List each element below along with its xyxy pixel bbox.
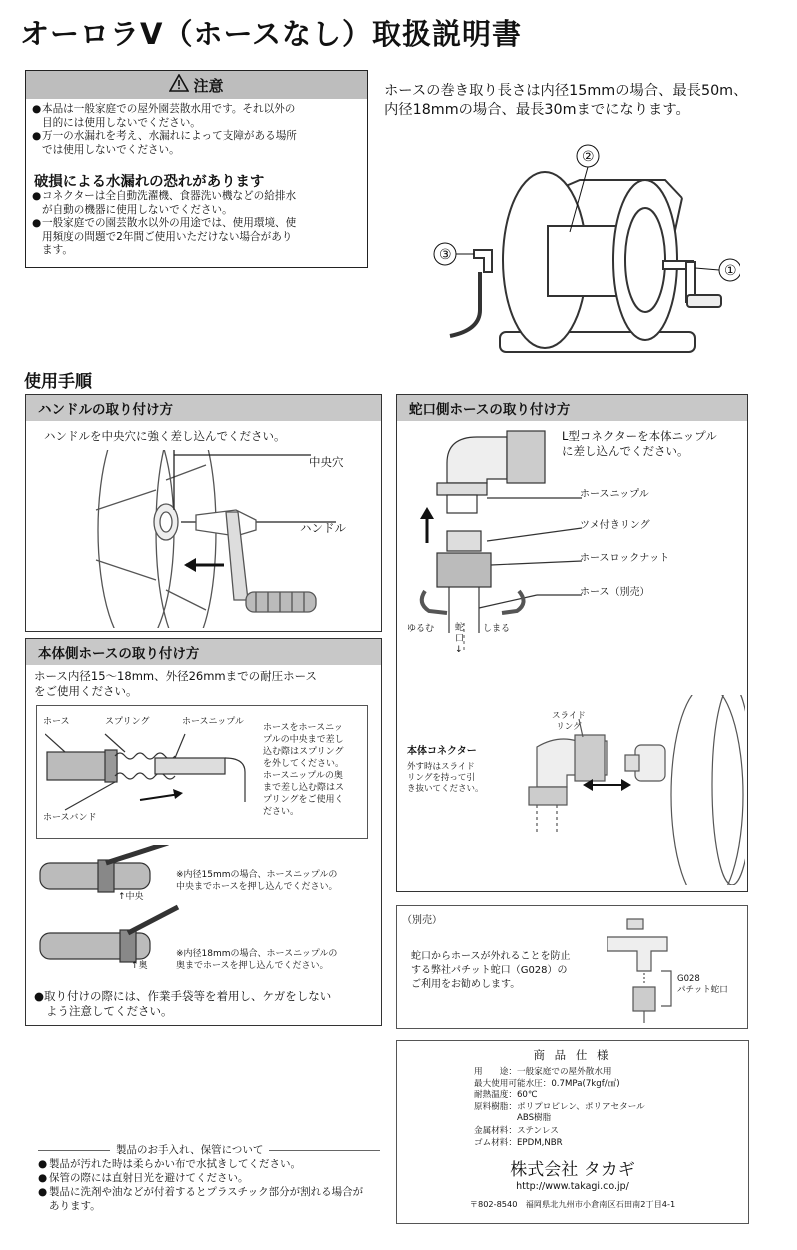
g028-name: パチット蛇口 [677, 985, 728, 995]
faucet-text-2: に差し込んでください。 [562, 444, 689, 458]
faucet-hose-panel-title: 蛇口側ホースの取り付け方 [397, 395, 747, 421]
caution-item-1b: 目的には使用しないでください。 [42, 116, 201, 129]
caution-heading: 注意 [193, 76, 224, 95]
label-spring: スプリング [105, 717, 150, 727]
caution-sub-1b: が自動の機器に使用しないでください。 [42, 203, 233, 216]
note-18-line-1: ※内径18mmの場合、ホースニップルの [176, 949, 338, 959]
page-title: オーロラV（ホースなし）取扱説明書 [20, 17, 522, 51]
label-band: ホースバンド [43, 813, 97, 823]
spring-diagram [45, 732, 255, 812]
loosen-arrow-icon [422, 591, 447, 613]
hose-note-line-2: 内径18mmの場合、最長30mまでになります。 [384, 102, 690, 118]
sold-text-2: する弊社パチット蛇口（G028）の [411, 965, 568, 976]
spec-heading: 商 品 仕 様 [533, 1048, 612, 1062]
handle-panel-title: ハンドルの取り付け方 [26, 395, 381, 421]
caution-sub-2a: 一般家庭での園芸散水以外の用途では、使用環境、使 [42, 217, 297, 229]
body-hose-panel [25, 638, 382, 1026]
body-hose-text-1: ホース内径15～18mm、外径26mmまでの耐圧ホース [34, 669, 318, 683]
caution-sub-2b: 用頻度の問題で2年間ご使用いただけない場合があり [42, 230, 293, 243]
section-title: 使用手順 [24, 372, 92, 392]
spring-side-note [263, 722, 344, 818]
label-center: ↑中央 [118, 892, 144, 902]
remove-note-1: 外す時はスライド [407, 762, 475, 772]
body-hose-panel-title: 本体側ホースの取り付け方 [26, 639, 381, 665]
sold-text-1: 蛇口からホースが外れることを防止 [411, 951, 571, 962]
faucet-text-1: L型コネクターを本体ニップル [562, 429, 717, 443]
handle-diagram [56, 450, 376, 628]
handle-instruction: ハンドルを中央穴に強く差し込んでください。 [44, 429, 286, 443]
caution-sub-1a: コネクターは全自動洗濯機、食器洗い機などの給排水 [42, 190, 297, 202]
care-item-2: 保管の際には直射日光を避けてください。 [49, 1172, 249, 1184]
note-18mm [176, 948, 337, 972]
callout-3-label: ③ [439, 247, 452, 263]
note-15mm [176, 869, 338, 893]
care-item-3a: 製品に洗剤や油などが付着するとプラスチック部分が割れる場合が [49, 1186, 364, 1198]
label-body-connector: 本体コネクター [407, 746, 477, 757]
l-connector-diagram [407, 423, 587, 653]
hose-reel-illustration [420, 140, 740, 370]
hose-connection-box [36, 705, 368, 839]
remove-note [407, 762, 484, 795]
note-15-line-2: 中央までホースを押し込んでください。 [176, 882, 338, 892]
label-loosen: ゆるむ [407, 624, 435, 634]
sold-separately-text [411, 950, 571, 992]
care-list: ● 製品が汚れた時は柔らかい布で水拭きしてください。 ● 保管の際には直射日光を避けてください。 ● 製品に洗剤や油などが付着するとプラスチック部分が割れる場合が あります。 [38, 1158, 364, 1212]
label-tighten: しまる [483, 624, 511, 634]
side-note-5: ホースニップルの奥 [263, 771, 343, 781]
body-connector-diagram [507, 695, 745, 885]
remove-note-3: き抜いてください。 [407, 784, 484, 794]
caution-item-2a: 万一の水漏れを考え、水漏れによって支障がある場所 [42, 130, 297, 142]
spec-line-7: ゴム材料：EPDM,NBR [474, 1137, 563, 1148]
side-note-8: ださい。 [263, 807, 300, 817]
care-heading: 製品のお手入れ、保管について [110, 1142, 269, 1157]
caution-subheading: 破損による水漏れの恐れがあります [34, 174, 265, 190]
g028-label [677, 974, 728, 996]
push-arrow-icon [140, 794, 180, 800]
company-name: 株式会社 タカギ [510, 1160, 635, 1180]
body-hose-text-2: をご使用ください。 [34, 684, 138, 698]
spec-line-2: 最大使用可能水圧：0.7MPa(7kgf/㎠) [474, 1078, 620, 1089]
faucet-char-1: 蛇 [455, 623, 465, 633]
warning-icon [169, 74, 189, 96]
faucet-char-3: ↓ [455, 645, 463, 655]
caution-sub-2c: ます。 [42, 244, 73, 256]
faucet-hose-panel [396, 394, 748, 892]
spec-line-5: ABS樹脂 [474, 1113, 552, 1123]
label-hose-separate: ホース（別売） [580, 587, 650, 598]
glove-warning-1: ●取り付けの際には、作業手袋等を着用し、ケガをしない [34, 989, 332, 1003]
glove-warning-2: よう注意してください。 [46, 1004, 173, 1018]
note-18-line-2: 奥までホースを押し込んでください。 [176, 961, 329, 971]
label-center-hole: 中央穴 [309, 455, 344, 469]
caution-sublist: ● コネクターは全自動洗濯機、食器洗い機などの給排水 が自動の機器に使用しないでください。 ● 一般家庭での園芸散水以外の用途では、使用環境、使 用頻度の問題で2年間ご使用いただけない場合があり ます。 [32, 190, 297, 256]
callout-2-label: ② [582, 149, 595, 165]
hose-note-line-1: ホースの巻き取り長さは内径15mmの場合、最長50m、 [384, 83, 748, 99]
sold-separately-box [396, 905, 748, 1029]
label-hose: ホース [43, 717, 70, 727]
side-note-7: プリングをご使用く [263, 795, 344, 805]
label-hose-nipple: ホースニップル [580, 489, 649, 500]
care-item-1: 製品が汚れた時は柔らかい布で水拭きしてください。 [49, 1158, 301, 1170]
side-note-2: プルの中央まで差し [263, 735, 344, 745]
care-item-3b: あります。 [49, 1200, 101, 1212]
faucet-icon [607, 911, 687, 1023]
slide-ring-1: スライド [552, 711, 586, 721]
side-note-4: を外してください。 [263, 759, 345, 769]
slide-ring-2: リング [556, 722, 582, 732]
glove-warning [34, 989, 331, 1019]
caution-list: ● 本品は一般家庭での屋外園芸散水用です。それ以外の 目的には使用しないでください。 ● 万一の水漏れを考え、水漏れによって支障がある場所 では使用しないでください。 [32, 103, 297, 156]
caution-item-2b: では使用しないでください。 [42, 143, 180, 156]
spec-line-1: 用 途：一般家庭での屋外散水用 [474, 1067, 612, 1077]
note-15-line-1: ※内径15mmの場合、ホースニップルの [176, 870, 338, 880]
faucet-char-2: 口 [455, 634, 465, 644]
company-address: 〒802-8540 福岡県北九州市小倉南区石田南2丁目4-1 [469, 1199, 676, 1209]
body-hose-instruction [34, 669, 317, 699]
company-url[interactable]: http://www.takagi.co.jp/ [516, 1181, 629, 1192]
handle-panel [25, 394, 382, 632]
callout-1-label: ① [724, 263, 737, 279]
caution-header [26, 71, 367, 99]
label-back: ↑奥 [131, 961, 148, 971]
hose-band-diagrams [38, 845, 188, 970]
side-note-1: ホースをホースニッ [263, 723, 343, 733]
sold-text-3: ご利用をお勧めします。 [411, 979, 521, 990]
product-spec-box [396, 1040, 749, 1224]
label-nipple: ホースニップル [182, 717, 244, 727]
side-note-6: まで差し込む際はス [263, 783, 345, 793]
spec-line-4: 原料樹脂：ポリプロピレン、ポリアセタール [474, 1101, 645, 1112]
side-note-3: 込む際はスプリング [263, 747, 344, 757]
label-handle: ハンドル [300, 521, 346, 535]
label-claw-ring: ツメ付きリング [580, 520, 650, 531]
remove-note-2: リングを持って引 [407, 773, 475, 783]
sold-separately-tag: （別売） [402, 915, 442, 926]
caution-item-1a: 本品は一般家庭での屋外園芸散水用です。それ以外の [42, 103, 296, 115]
hose-length-note [384, 82, 747, 120]
caution-box [25, 70, 368, 268]
spec-line-6: 金属材料：ステンレス [474, 1126, 559, 1136]
g028-model: G028 [677, 974, 700, 984]
label-lock-nut: ホースロックナット [580, 553, 670, 564]
spec-line-3: 耐熱温度：60℃ [474, 1090, 538, 1100]
